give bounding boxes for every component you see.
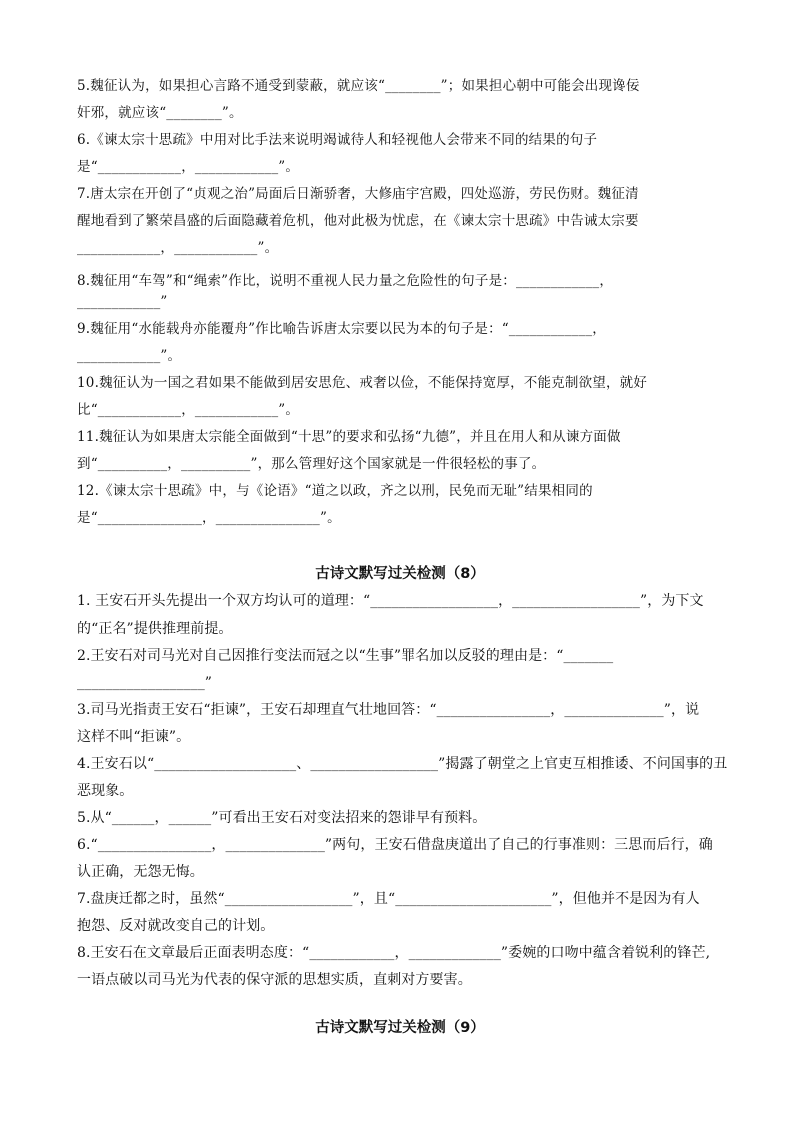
question-line: 7.唐太宗在开创了“贞观之治”局面后日渐骄奢，大修庙宇宫殿，四处巡游，劳民伤财。魏征清 [77, 186, 639, 202]
question-line: 到“__________，__________”，那么管理好这个国家就是一件很轻松的事了。 [77, 456, 546, 472]
question-line: 3.司马光指责王安石“拒谏”，王安石却理直气壮地回答：“________________，______________”，说 [77, 702, 700, 718]
question-line: 6.《谏太宗十思疏》中用对比手法来说明竭诚待人和轻视他人会带来不同的结果的句子 [77, 132, 598, 148]
question-line: 是“_______________，_______________”。 [77, 510, 341, 526]
section-title: 古诗文默写过关检测（8） [315, 566, 485, 582]
question-line: 10.魏征认为一国之君如果不能做到居安思危、戒奢以俭，不能保持宽厚，不能克制欲望，就好 [77, 375, 648, 391]
question-line: ____________”。 [77, 348, 182, 364]
section-title: 古诗文默写过关检测（9） [315, 1020, 485, 1036]
question-line: ____________，____________”。 [77, 240, 279, 256]
question-line: 恶现象。 [77, 783, 134, 799]
question-line: 8.魏征用“车驾”和“绳索”作比，说明不重视人民力量之危险性的句子是：____________， [77, 273, 614, 289]
question-line: 12.《谏太宗十思疏》中，与《论语》“道之以政，齐之以刑，民免而无耻”结果相同的 [77, 483, 593, 499]
question-line: 是“____________，____________”。 [77, 159, 300, 175]
question-line: 比“____________，____________”。 [77, 402, 300, 418]
question-line: 7.盘庚迁都之时，虽然“__________________”，且“______________________”，但他并不是因为有人 [77, 891, 700, 907]
question-line: 这样不叫“拒谏”。 [77, 729, 191, 745]
question-line: 5.从“______，______”可看出王安石对变法招来的怨诽早有预料。 [77, 810, 487, 826]
question-line: 6.“________________，______________”两句，王安石借盘庚道出了自己的行事准则：三思而后行，确 [77, 837, 713, 853]
question-line: 奸邪，就应该“________”。 [77, 105, 243, 121]
question-line: 11.魏征认为如果唐太宗能全面做到“十思”的要求和弘扬“九德”，并且在用人和从谏方面做 [77, 429, 621, 445]
question-line: 8.王安石在文章最后正面表明态度：“____________，_____________”委婉的口吻中蕴含着锐利的锋芒, [77, 945, 711, 961]
question-line: 4.王安石以“____________________、__________________”揭露了朝堂之上官吏互相推诿、不问国事的丑 [77, 756, 728, 772]
question-line: 认正确，无怨无悔。 [77, 864, 204, 880]
question-line: 的“正名”提供推理前提。 [77, 621, 233, 637]
question-line: 一语点破以司马光为代表的保守派的思想实质，直刺对方要害。 [77, 972, 472, 988]
question-line: 2.王安石对司马光对自己因推行变法而冠之以“生事”罪名加以反驳的理由是：“_______ [77, 648, 614, 664]
question-line: 1. 王安石开头先提出一个双方均认可的道理：“__________________，__________________”，为下文 [77, 593, 704, 609]
question-line: 9.魏征用“水能载舟亦能覆舟”作比喻告诉唐太宗要以民为本的句子是：“____________， [77, 321, 606, 337]
question-line: 醒地看到了繁荣昌盛的后面隐藏着危机，他对此极为忧虑，在《谏太宗十思疏》中告诫太宗要 [77, 213, 639, 229]
question-line: 抱怨、反对就改变自己的计划。 [77, 918, 275, 934]
question-line: ____________” [77, 294, 168, 310]
question-line: __________________” [77, 675, 213, 691]
question-line: 5.魏征认为，如果担心言路不通受到蒙蔽，就应该“________”；如果担心朝中可能会出现谗佞 [77, 78, 640, 94]
